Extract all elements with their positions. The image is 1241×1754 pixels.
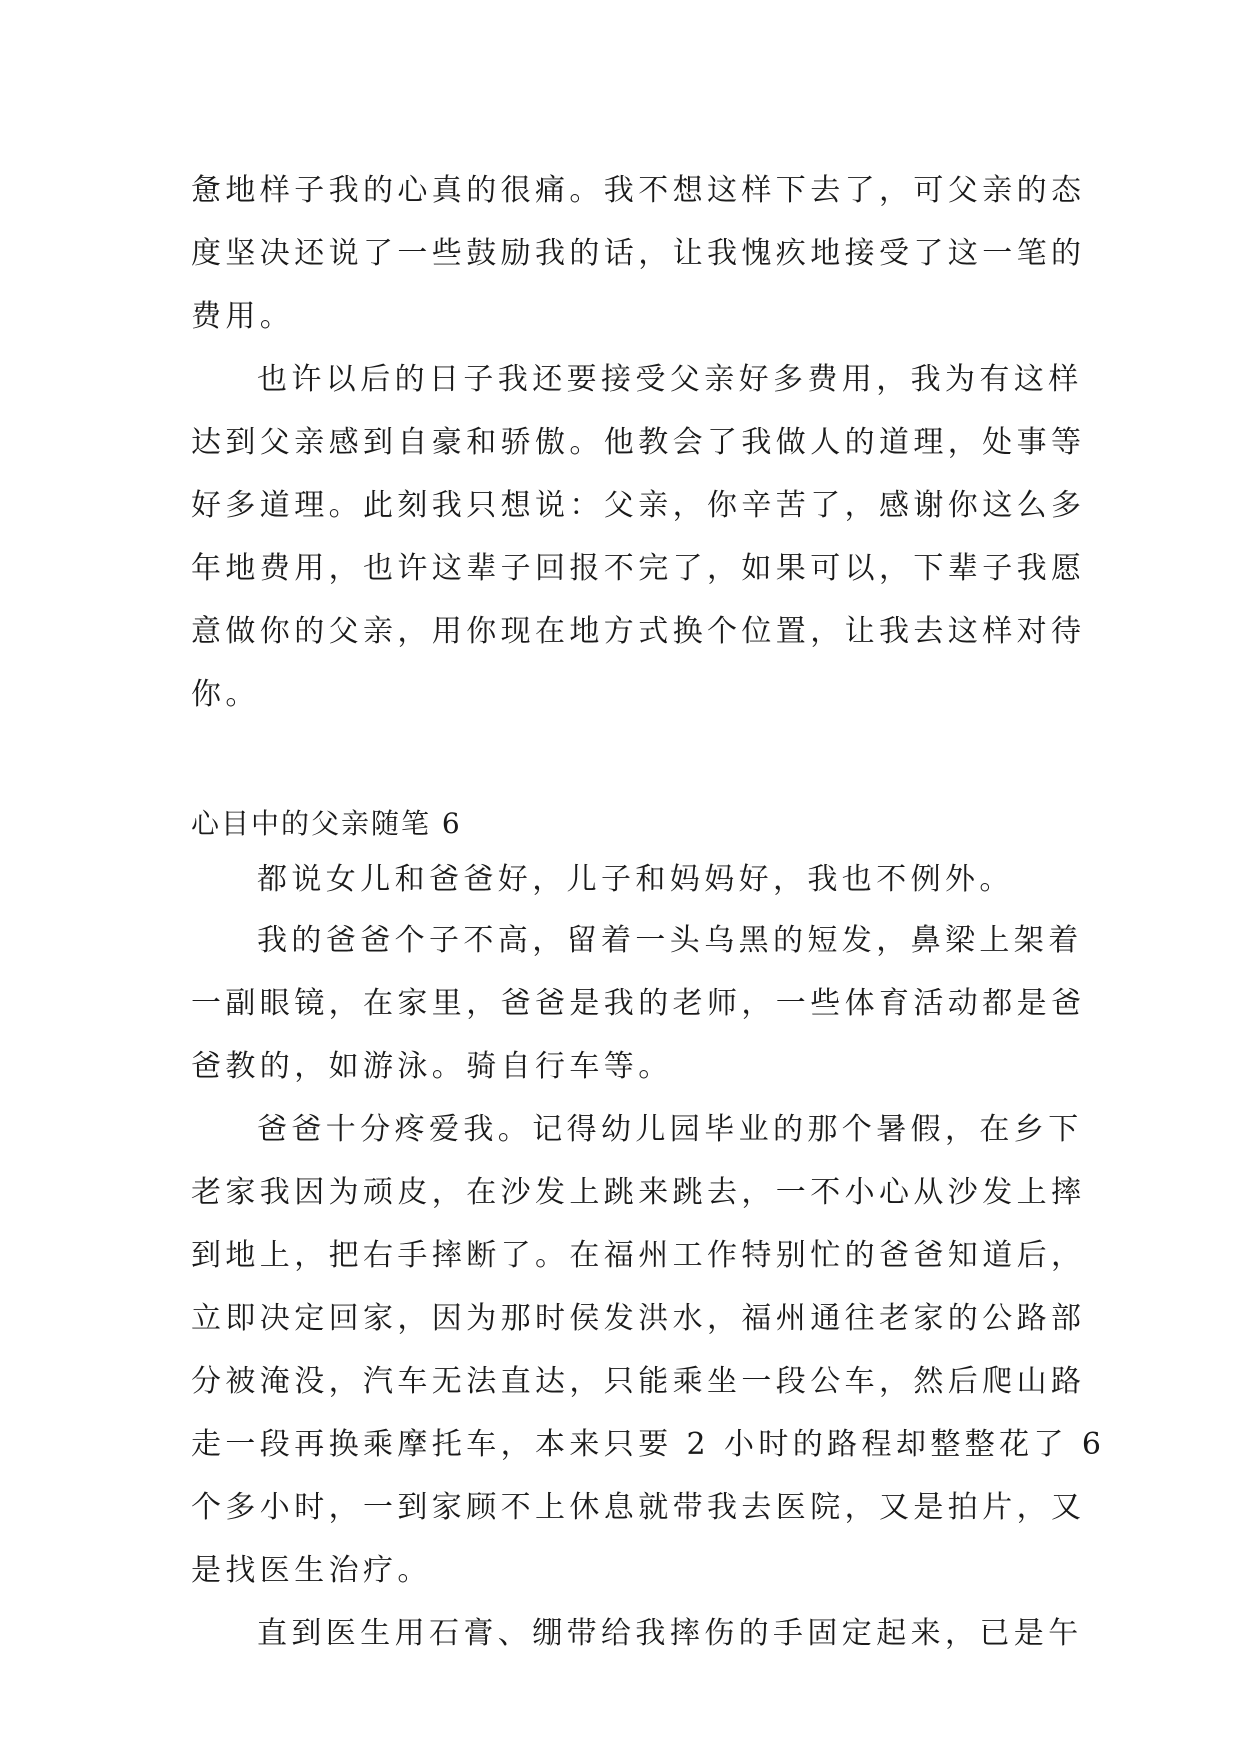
paragraph [191,1098,1106,1602]
document-body [191,159,1106,1665]
text-line: 都说女儿和爸爸好，儿子和妈妈好，我也不例外。 [257,862,1014,897]
text-line: 惫地样子我的心真的很痛。我不想这样下去了，可父亲的态 [191,173,1086,208]
text-line: 到地上，把右手摔断了。在福州工作特别忙的爸爸知道后， [191,1238,1086,1273]
paragraph [191,1602,1083,1665]
paragraph [191,348,1086,726]
text-line: 走一段再换乘摩托车，本来只要 2 小时的路程却整整花了 6 [191,1427,1106,1462]
text-line: 爸爸十分疼爱我。记得幼儿园毕业的那个暑假，在乡下 [257,1112,1083,1147]
text-line: 年地费用，也许这辈子回报不完了，如果可以，下辈子我愿 [191,551,1086,586]
text-line: 直到医生用石膏、绷带给我摔伤的手固定起来，已是午 [257,1616,1083,1651]
text-line: 费用。 [191,299,295,334]
text-line: 一副眼镜，在家里，爸爸是我的老师，一些体育活动都是爸 [191,986,1086,1021]
text-line: 度坚决还说了一些鼓励我的话，让我愧疚地接受了这一笔的 [191,236,1086,271]
paragraph-continued [191,159,1086,348]
paragraph [191,909,1086,1098]
paragraph [191,851,1053,909]
text-line: 老家我因为顽皮，在沙发上跳来跳去，一不小心从沙发上摔 [191,1175,1086,1210]
blank-line [191,726,1053,789]
text-line: 是找医生治疗。 [191,1553,432,1588]
text-line: 你。 [191,677,260,712]
text-line: 达到父亲感到自豪和骄傲。他教会了我做人的道理，处事等 [191,425,1086,460]
text-line: 分被淹没，汽车无法直达，只能乘坐一段公车，然后爬山路 [191,1364,1086,1399]
text-line: 意做你的父亲，用你现在地方式换个位置，让我去这样对待 [191,614,1086,649]
text-line: 我的爸爸个子不高，留着一头乌黑的短发，鼻梁上架着 [257,923,1083,958]
text-line: 好多道理。此刻我只想说：父亲，你辛苦了，感谢你这么多 [191,488,1086,523]
text-line: 立即决定回家，因为那时侯发洪水，福州通往老家的公路部 [191,1301,1086,1336]
text-line: 个多小时，一到家顾不上休息就带我去医院，又是拍片，又 [191,1490,1086,1525]
text-line: 爸教的，如游泳。骑自行车等。 [191,1049,673,1084]
section-heading: 心目中的父亲随笔 6 [191,807,462,840]
text-line: 也许以后的日子我还要接受父亲好多费用，我为有这样 [257,362,1083,397]
